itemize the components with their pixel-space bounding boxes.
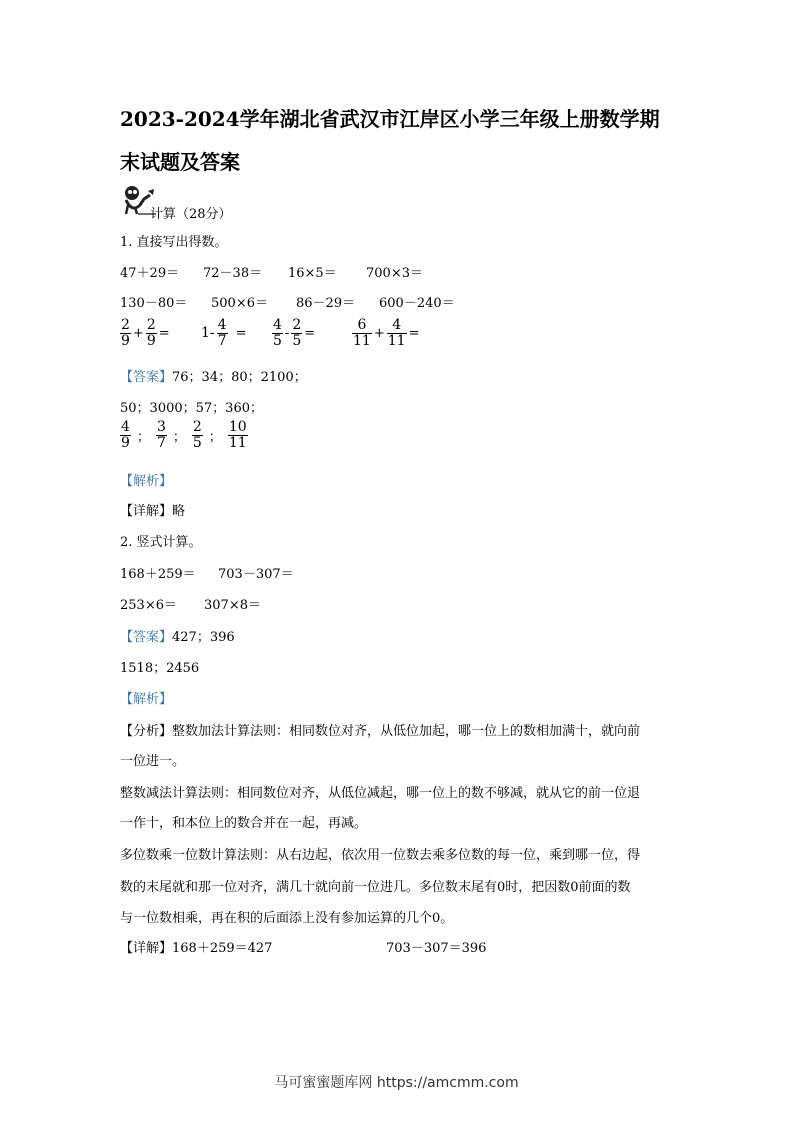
answer-tag: 【答案】 <box>120 630 173 645</box>
q1-answer-fractions: $\frac{4}{9}$ ； $\frac{3}{7}$ ； $\frac{2}{5}$ ； $\frac{10}{11}$ <box>121 419 247 451</box>
q2-r1-item: 168＋259＝ <box>120 567 196 582</box>
page-title-line2: 末试题及答案 <box>120 150 240 174</box>
q2-heading: 2. 竖式计算。 <box>120 535 202 550</box>
q2-analysis-l1: 【分析】整数加法计算法则：相同数位对齐，从低位加起，哪一位上的数相加满十，就向前 <box>120 724 641 739</box>
q1-r2-item: 86－29＝ <box>296 296 356 311</box>
q2-jiexi-tag: 【解析】 <box>120 692 173 707</box>
footer-watermark: 马可蜜蜜题库网 https://amcmm.com <box>274 1075 519 1091</box>
q2-r1-item: 703－307＝ <box>218 567 294 582</box>
fraction: $\frac{2}{9}$ <box>146 317 156 349</box>
q1-frac-expr-2: 1- $\frac{4}{7}$ = <box>201 317 247 349</box>
q1-r2-item: 130－80＝ <box>120 296 188 311</box>
q1-answer-line2: 50；3000；57；360； <box>120 401 263 416</box>
q2-answer-line1: 【答案】427；396 <box>120 630 235 645</box>
q1-r1-item: 47＋29＝ <box>120 266 180 281</box>
q2-analysis-l2: 一位进一。 <box>120 754 186 769</box>
fraction: $\frac{4}{7}$ <box>217 317 227 349</box>
q2-sub-l1: 整数减法计算法则：相同数位对齐，从低位减起，哪一位上的数不够减，就从它的前一位退 <box>120 786 641 801</box>
fraction: $\frac{2}{5}$ <box>192 419 202 451</box>
q2-detail: 【详解】168＋259＝427 <box>120 941 273 956</box>
q1-detail: 【详解】略 <box>120 504 186 519</box>
fraction: $\frac{2}{5}$ <box>292 317 302 349</box>
fraction: $\frac{4}{11}$ <box>387 317 406 349</box>
q1-r1-item: 72－38＝ <box>203 266 263 281</box>
fraction: $\frac{3}{7}$ <box>156 419 166 451</box>
q2-detail-b: 703－307＝396 <box>386 941 487 956</box>
fraction: $\frac{6}{11}$ <box>353 317 371 349</box>
q2-sub-l2: 一作十，和本位上的数合并在一起，再减。 <box>120 816 368 831</box>
q1-r2-item: 600－240＝ <box>379 296 455 311</box>
q2-r2-item: 307×8＝ <box>204 598 261 613</box>
q1-frac-expr-1: $\frac{2}{9}$ + $\frac{2}{9}$ = <box>121 317 170 349</box>
fraction: $\frac{4}{5}$ <box>273 317 282 349</box>
q1-jiexi-tag: 【解析】 <box>120 474 173 489</box>
q1-answer-line1: 【答案】76；34；80；2100； <box>120 370 307 385</box>
q2-mul-l2: 数的末尾就和那一位对齐，满几十就向前一位进几。多位数末尾有0时，把因数0前面的数 <box>120 880 631 895</box>
q2-r2-item: 253×6＝ <box>120 598 177 613</box>
page-title-line1: 2023-2024学年湖北省武汉市江岸区小学三年级上册数学期 <box>120 107 660 131</box>
q1-heading: 1. 直接写出得数。 <box>120 235 228 250</box>
answer-tag: 【答案】 <box>120 370 173 385</box>
q1-r1-item: 700×3＝ <box>366 266 423 281</box>
fraction: $\frac{10}{11}$ <box>228 419 247 451</box>
q1-r2-item: 500×6＝ <box>211 296 268 311</box>
q2-mul-l3: 与一位数相乘，再在积的后面添上没有参加运算的几个0。 <box>120 911 454 926</box>
q2-answer-line2: 1518；2456 <box>120 661 200 676</box>
section-label: 计算（28分） <box>150 207 232 222</box>
q1-frac-expr-4: $\frac{6}{11}$ + $\frac{4}{11}$ = <box>353 317 420 349</box>
q1-frac-expr-3: $\frac{4}{5}$ - $\frac{2}{5}$ = <box>273 317 316 349</box>
fraction: $\frac{4}{9}$ <box>121 419 130 451</box>
q1-r1-item: 16×5＝ <box>288 266 337 281</box>
q2-mul-l1: 多位数乘一位数计算法则：从右边起，依次用一位数去乘多位数的每一位，乘到哪一位，得 <box>120 848 641 863</box>
fraction: $\frac{2}{9}$ <box>121 317 130 349</box>
